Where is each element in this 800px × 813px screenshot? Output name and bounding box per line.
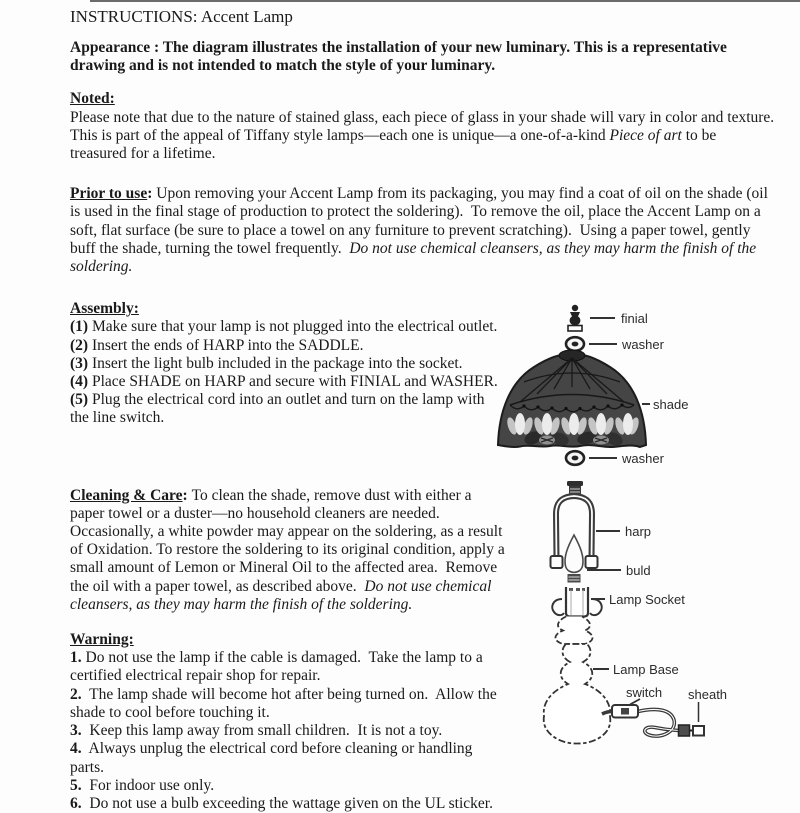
- assembly-step-number: (3): [70, 354, 89, 372]
- lamp-socket-label: Lamp Socket: [609, 592, 685, 607]
- sheath-label: sheath: [688, 687, 728, 702]
- section-noted: [70, 90, 782, 163]
- warning-item-number: 6.: [70, 794, 82, 812]
- warning-item: [70, 740, 510, 776]
- assembly-step-text: Make sure that your lamp is not plugged into the electrical outlet.: [88, 318, 498, 336]
- page-title: INSTRUCTIONS: Accent Lamp: [70, 7, 293, 26]
- prior-italic: Do not use chemical cleansers, as they may harm the finish of the soldering.: [70, 239, 761, 276]
- prior-heading: Prior to use: [70, 185, 148, 203]
- assembly-step: [70, 391, 506, 427]
- cleaning-italic: Do not use chemical cleansers, as they may harm the finish of the soldering.: [70, 577, 496, 613]
- warning-item-text: Keep this lamp away from small children. It is not a toy.: [81, 722, 443, 740]
- section-assembly: [70, 300, 506, 427]
- noted-text-2: to be treasured for a lifetime.: [70, 126, 721, 163]
- assembly-step: [70, 337, 506, 355]
- noted-heading: Noted:: [70, 90, 115, 108]
- sheath-icon: [693, 726, 704, 736]
- warning-item: [70, 649, 510, 685]
- warning-item-number: 3.: [70, 722, 82, 740]
- switch-label: switch: [626, 685, 663, 700]
- assembly-heading: Assembly:: [70, 300, 139, 318]
- assembly-step-text: Place SHADE on HARP and secure with FINIAL and WASHER.: [88, 373, 498, 391]
- washer-top-icon: [566, 337, 584, 351]
- cleaning-text: To clean the shade, remove dust with either a paper towel or a duster—no household cleaners are needed. Occasionally, a white powder may appear on the soldering, as a result of Oxidation. To restore the soldering to its original condition, apply a small amount of Lemon or Mineral Oil to the affected area. Remove the oil with a paper towel, as described above.: [70, 486, 509, 595]
- warning-item-number: 4.: [70, 740, 82, 758]
- assembly-step-number: (1): [70, 318, 89, 336]
- warning-item-text: Do not use a bulb exceeding the wattage given on the UL sticker.: [81, 794, 493, 812]
- noted-text-1: Please note that due to the nature of stained glass, each piece of glass in your shade will vary in color and texture. This is part of the appeal of Tiffany style lamps—each one is unique—a one-of-a-kind: [70, 108, 782, 144]
- section-prior-to-use: [70, 185, 776, 276]
- washer-bottom-icon: [566, 451, 584, 465]
- bulb-icon: [565, 535, 583, 583]
- warning-item-text: The lamp shade will become hot after being turned on. Allow the shade to cool before touching it.: [70, 685, 501, 721]
- warning-item-number: 1.: [70, 649, 82, 667]
- warning-item: [70, 686, 510, 722]
- switch-icon: [612, 705, 638, 718]
- warning-item: [70, 722, 510, 740]
- shade-label: shade: [653, 397, 689, 412]
- warning-item: [70, 777, 510, 795]
- section-cleaning-care: [70, 487, 507, 614]
- warning-heading: Warning:: [70, 631, 134, 649]
- assembly-step: [70, 318, 506, 336]
- assembly-step-number: (2): [70, 336, 89, 354]
- cleaning-colon: :: [182, 486, 192, 504]
- prior-colon: :: [147, 185, 157, 203]
- lamp-base-icon: [544, 617, 611, 744]
- harp-label: harp: [625, 524, 652, 539]
- washer-bottom-label: washer: [622, 451, 664, 466]
- assembly-step: [70, 355, 506, 373]
- cleaning-heading: Cleaning & Care: [70, 486, 183, 504]
- assembly-step-number: (5): [70, 391, 89, 409]
- washer-top-label: washer: [622, 337, 664, 352]
- finial-label: finial: [621, 311, 648, 326]
- bulb-label: buld: [626, 563, 651, 578]
- warning-item-text: Do not use the lamp if the cable is damaged. Take the lamp to a certified electrical repair shop for repair.: [70, 649, 487, 685]
- assembly-step-number: (4): [70, 373, 89, 391]
- section-warning: [70, 631, 510, 813]
- lamp-base-label: Lamp Base: [613, 662, 679, 677]
- finial-icon: [568, 305, 582, 331]
- plug-icon: [679, 725, 694, 736]
- appearance-note: Appearance : The diagram illustrates the installation of your new luminary. This is a representative drawing and is not intended to match the style of your luminary.: [70, 39, 731, 75]
- assembly-step-text: Plug the electrical cord into an outlet and turn on the lamp with the line switch.: [70, 391, 489, 427]
- assembly-step-text: Insert the ends of HARP into the SADDLE.: [88, 336, 364, 354]
- warning-item-number: 2.: [70, 685, 82, 703]
- cleaning-paragraph: [70, 487, 507, 614]
- noted-paragraph: [70, 108, 782, 164]
- lamp-parts-diagram: [490, 298, 800, 768]
- warning-item: [70, 795, 510, 813]
- lamp-socket-icon: [552, 587, 601, 617]
- assembly-step: [70, 373, 506, 391]
- prior-text: Upon removing your Accent Lamp from its packaging, you may find a coat of oil on the shade (oil is used in the final stage of production to protect the soldering). To remove the oil, place the Accent Lamp on a soft, flat surface (be sure to place a towel on any furniture to prevent scratching). Using a paper towel, gently buff the shade, turning the towel frequently.: [70, 185, 772, 257]
- assembly-step-text: Insert the light bulb included in the package into the socket.: [88, 354, 463, 372]
- warning-item-text: For indoor use only.: [81, 776, 215, 794]
- warning-item-number: 5.: [70, 776, 82, 794]
- warning-item-text: Always unplug the electrical cord before cleaning or handling parts.: [70, 740, 477, 776]
- prior-paragraph: [70, 185, 776, 276]
- noted-italic: Piece of art: [609, 126, 682, 144]
- shade-icon: [498, 350, 646, 448]
